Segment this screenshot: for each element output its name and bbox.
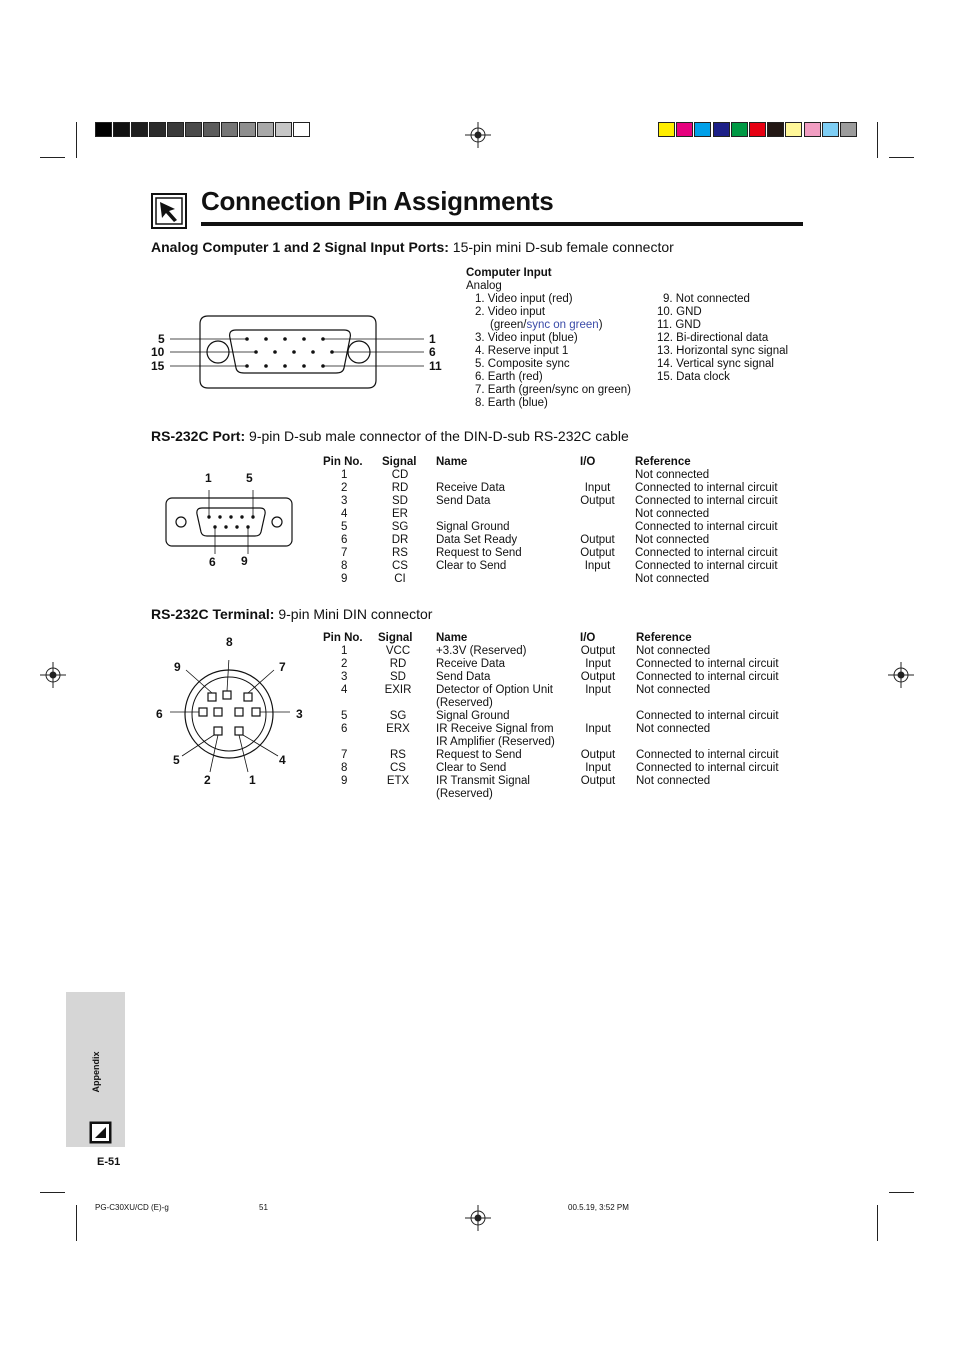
page-number: E-51	[97, 1156, 121, 1168]
pin-label: 4	[279, 753, 286, 767]
table-row	[323, 775, 806, 788]
gray-swatch	[185, 122, 202, 137]
table-cell: Not connected	[635, 573, 710, 585]
analog-heading-rest: 15-pin mini D-sub female connector	[448, 239, 674, 255]
rs232-terminal-heading	[151, 606, 432, 622]
table-cell: 5	[341, 521, 348, 533]
table-cell: Data Set Ready	[436, 534, 518, 546]
pin-item: 7. Earth (green/sync on green)	[475, 384, 631, 396]
table-cell: Not connected	[636, 684, 711, 696]
gray-swatch	[221, 122, 238, 137]
rs232-terminal-heading-rest: 9-pin Mini DIN connector	[274, 606, 433, 622]
crop-mark	[889, 1192, 914, 1193]
table-cell: Signal Ground	[436, 710, 510, 722]
gray-swatch	[131, 122, 148, 137]
column-header: I/O	[580, 632, 596, 644]
registration-target-icon	[40, 662, 66, 688]
table-cell: +3.3V (Reserved)	[436, 645, 527, 657]
mini-din-9-connector-diagram	[170, 660, 290, 780]
pin-item: 9. Not connected	[663, 293, 750, 305]
crop-mark	[76, 1205, 77, 1241]
table-cell: Not connected	[635, 508, 710, 520]
crop-mark	[40, 1192, 65, 1193]
crop-mark	[889, 157, 914, 158]
table-cell: 3	[341, 671, 348, 683]
table-cell: Output	[580, 645, 616, 657]
pin-item: 14. Vertical sync signal	[657, 358, 774, 370]
table-cell	[378, 697, 436, 710]
table-cell: Not connected	[635, 469, 710, 481]
gray-swatch	[203, 122, 220, 137]
d-sub-9-connector-diagram	[160, 490, 300, 556]
pin-item: 6. Earth (red)	[475, 371, 543, 383]
column-header: Reference	[635, 456, 691, 468]
color-swatch	[840, 122, 857, 137]
table-cell: Connected to internal circuit	[635, 547, 778, 559]
table-cell: Input	[585, 684, 611, 696]
table-row	[323, 749, 806, 762]
pin-label: 15	[151, 359, 165, 373]
pin-label: 8	[226, 635, 233, 649]
table-cell: RS	[392, 547, 408, 559]
appendix-tab-icon	[89, 1121, 112, 1144]
table-row	[323, 736, 806, 749]
table-cell: CI	[394, 573, 406, 585]
table-cell: 7	[341, 547, 348, 559]
pin-label: 9	[241, 554, 248, 568]
table-cell: 6	[341, 534, 348, 546]
table-cell: Output	[580, 775, 616, 787]
table-cell: Output	[580, 547, 615, 559]
table-cell: Not connected	[636, 723, 711, 735]
table-cell: 4	[341, 508, 348, 520]
gray-swatch	[275, 122, 292, 137]
table-cell: Receive Data	[436, 482, 506, 494]
table-cell: Connected to internal circuit	[636, 762, 779, 774]
table-cell: 7	[341, 749, 348, 761]
table-cell: ERX	[386, 723, 410, 735]
gray-swatch	[167, 122, 184, 137]
table-row	[323, 723, 806, 736]
table-row	[323, 762, 806, 775]
table-cell: SG	[389, 710, 407, 722]
table-header-row	[323, 456, 805, 469]
color-swatch	[676, 122, 693, 137]
color-swatch	[694, 122, 711, 137]
table-cell: 1	[341, 469, 348, 481]
table-cell: Request to Send	[436, 547, 522, 559]
table-cell: Connected to internal circuit	[636, 671, 779, 683]
table-cell: Clear to Send	[436, 762, 507, 774]
table-cell	[572, 710, 636, 723]
pin-item: 13. Horizontal sync signal	[657, 345, 789, 357]
column-header: Reference	[636, 632, 692, 644]
pin-item: 3. Video input (blue)	[475, 332, 578, 344]
color-swatch	[658, 122, 675, 137]
table-cell: 6	[341, 723, 348, 735]
color-swatch	[804, 122, 821, 137]
pin-item: 11. GND	[657, 319, 701, 331]
table-cell	[572, 573, 635, 586]
pin-item: 10. GND	[657, 306, 702, 318]
table-cell: Output	[580, 749, 616, 761]
table-row	[323, 671, 806, 684]
footer-file-name: PG-C30XU/CD (E)-g	[95, 1203, 169, 1212]
table-cell: Not connected	[636, 775, 711, 787]
table-cell: 4	[341, 684, 348, 696]
pin-label: 5	[158, 332, 165, 346]
pin-item: 2. Video input	[475, 306, 546, 318]
table-cell: CS	[392, 560, 408, 572]
color-swatch	[731, 122, 748, 137]
table-cell: SD	[390, 671, 406, 683]
footer-page: 51	[259, 1203, 268, 1212]
table-cell: Not connected	[635, 534, 710, 546]
table-cell: Detector of Option Unit	[436, 684, 553, 696]
pin-item: 4. Reserve input 1	[475, 345, 569, 357]
table-cell: Input	[585, 658, 611, 670]
analog-heading-bold: Analog Computer 1 and 2 Signal Input Ports:	[151, 239, 449, 255]
table-cell: RD	[391, 482, 409, 494]
crop-mark	[877, 1205, 878, 1241]
table-cell: 8	[341, 560, 348, 572]
color-swatch	[822, 122, 839, 137]
gray-swatch	[239, 122, 256, 137]
table-row	[323, 697, 806, 710]
table-cell: Connected to internal circuit	[635, 521, 778, 533]
pin-label: 3	[296, 707, 303, 721]
table-cell: Connected to internal circuit	[635, 560, 778, 572]
table-cell	[378, 736, 436, 749]
table-cell: (Reserved)	[436, 697, 493, 709]
table-cell	[436, 508, 572, 521]
pin-label: 1	[205, 471, 212, 485]
rs232-port-heading-bold: RS-232C Port:	[151, 428, 246, 444]
table-cell: ER	[392, 508, 408, 520]
pin-label: 5	[173, 753, 180, 767]
column-header: Signal	[382, 456, 417, 468]
table-cell: Input	[584, 560, 611, 572]
table-cell: 1	[341, 645, 348, 657]
table-cell: CS	[390, 762, 406, 774]
table-cell: ETX	[386, 775, 410, 787]
table-cell	[572, 508, 635, 521]
table-cell: 2	[341, 658, 348, 670]
gray-swatch	[293, 122, 310, 137]
rs232-terminal-heading-bold: RS-232C Terminal:	[151, 606, 275, 622]
table-cell	[636, 788, 806, 801]
table-cell: 2	[341, 482, 348, 494]
pin-label: 1	[429, 332, 436, 346]
crop-mark	[76, 122, 77, 158]
pin-item: 8. Earth (blue)	[475, 397, 548, 409]
pin-label: 5	[246, 471, 253, 485]
table-row	[323, 547, 805, 560]
table-cell	[436, 573, 572, 586]
table-cell	[378, 788, 436, 801]
title-underline	[201, 222, 803, 226]
analog-caption: Analog	[466, 280, 502, 292]
gray-swatch	[95, 122, 112, 137]
computer-input-caption: Computer Input	[466, 267, 552, 279]
color-swatch	[749, 122, 766, 137]
registration-target-icon	[465, 1205, 491, 1231]
table-cell: 3	[341, 495, 348, 507]
table-cell	[572, 521, 635, 534]
pin-label: 6	[156, 707, 163, 721]
table-cell: VCC	[385, 645, 411, 657]
registration-target-icon	[888, 662, 914, 688]
table-cell	[572, 788, 636, 801]
table-cell: Input	[584, 482, 611, 494]
column-header: Pin No.	[323, 632, 363, 644]
table-row	[323, 658, 806, 671]
table-cell: Connected to internal circuit	[636, 658, 779, 670]
table-cell: CD	[391, 469, 409, 481]
column-header: Name	[436, 456, 468, 468]
table-row	[323, 788, 806, 801]
table-cell: Not connected	[636, 645, 711, 657]
table-cell: Connected to internal circuit	[636, 749, 779, 761]
table-cell: 5	[341, 710, 348, 722]
table-row	[323, 534, 805, 547]
table-cell: EXIR	[384, 684, 412, 696]
table-cell: Output	[580, 495, 615, 507]
table-cell	[636, 697, 806, 710]
color-swatch	[713, 122, 730, 137]
pin-item: 15. Data clock	[657, 371, 730, 383]
table-cell: DR	[391, 534, 409, 546]
table-cell: IR Receive Signal from	[436, 723, 554, 735]
sync-on-green-text: sync on green	[526, 319, 599, 331]
column-header: Name	[436, 632, 468, 644]
table-cell: Connected to internal circuit	[636, 710, 779, 722]
table-row	[323, 495, 805, 508]
table-cell	[323, 697, 378, 710]
table-cell: IR Amplifier (Reserved)	[436, 736, 555, 748]
table-cell: RS	[390, 749, 406, 761]
table-cell: (Reserved)	[436, 788, 493, 800]
connection-section-icon	[151, 193, 187, 229]
table-cell	[436, 469, 572, 482]
gray-swatch	[257, 122, 274, 137]
pin-label: 1	[249, 773, 256, 787]
table-cell	[636, 736, 806, 749]
table-cell: Send Data	[436, 495, 491, 507]
rs232-terminal-pin-table	[323, 632, 806, 801]
analog-pin-list-right	[657, 293, 788, 384]
table-cell	[572, 469, 635, 482]
column-header: I/O	[580, 456, 596, 468]
table-cell: Input	[585, 762, 611, 774]
table-cell: Input	[585, 723, 611, 735]
table-cell	[572, 736, 636, 749]
page-title: Connection Pin Assignments	[201, 186, 554, 216]
table-row	[323, 710, 806, 723]
table-cell: 8	[341, 762, 348, 774]
gray-swatch	[149, 122, 166, 137]
table-row	[323, 645, 806, 658]
table-cell	[323, 788, 378, 801]
column-header: Pin No.	[323, 456, 363, 468]
table-cell: Send Data	[436, 671, 491, 683]
pin-label: 11	[429, 359, 442, 373]
pin-label: 7	[279, 660, 286, 674]
table-cell: Output	[580, 534, 615, 546]
table-row	[323, 573, 805, 586]
pin-label: 2	[204, 773, 211, 787]
table-cell: Receive Data	[436, 658, 506, 670]
table-row	[323, 684, 806, 697]
table-cell: Signal Ground	[436, 521, 510, 533]
footer-timestamp: 00.5.19, 3:52 PM	[568, 1203, 629, 1212]
pin-label: 9	[174, 660, 181, 674]
table-cell: Connected to internal circuit	[635, 482, 778, 494]
table-cell: SG	[391, 521, 409, 533]
analog-section-heading	[151, 239, 674, 255]
pin-item: 1. Video input (red)	[475, 293, 573, 305]
rs232-port-heading	[151, 428, 629, 444]
table-cell: RD	[389, 658, 407, 670]
table-cell: Clear to Send	[436, 560, 507, 572]
table-header-row	[323, 632, 806, 645]
color-swatch	[767, 122, 784, 137]
table-cell: Connected to internal circuit	[635, 495, 778, 507]
color-swatch	[785, 122, 802, 137]
table-cell	[572, 697, 636, 710]
table-cell: IR Transmit Signal	[436, 775, 530, 787]
rs232-port-pin-table	[323, 456, 805, 586]
pin-item: 12. Bi-directional data	[657, 332, 769, 344]
table-cell: Output	[580, 671, 616, 683]
table-row	[323, 469, 805, 482]
gray-swatch	[113, 122, 130, 137]
table-cell: 9	[341, 573, 348, 585]
rs232-port-heading-rest: 9-pin D-sub male connector of the DIN-D-sub RS-232C cable	[245, 428, 629, 444]
pin-item: 5. Composite sync	[475, 358, 570, 370]
table-row	[323, 508, 805, 521]
table-row	[323, 482, 805, 495]
column-header: Signal	[378, 632, 413, 644]
crop-mark	[877, 122, 878, 158]
pin-label: 6	[209, 555, 216, 569]
table-row	[323, 521, 805, 534]
table-cell: Request to Send	[436, 749, 522, 761]
table-cell: SD	[392, 495, 408, 507]
table-row	[323, 560, 805, 573]
appendix-tab-label: Appendix	[91, 1051, 101, 1093]
table-cell	[323, 736, 378, 749]
d-sub-15-connector-diagram	[140, 310, 450, 394]
analog-pin-list-left	[475, 293, 631, 410]
pin-item: (green/sync on green)	[490, 319, 603, 331]
pin-label: 6	[429, 345, 436, 359]
registration-target-icon	[465, 122, 491, 148]
table-cell: 9	[341, 775, 348, 787]
crop-mark	[40, 157, 65, 158]
pin-label: 10	[151, 345, 165, 359]
